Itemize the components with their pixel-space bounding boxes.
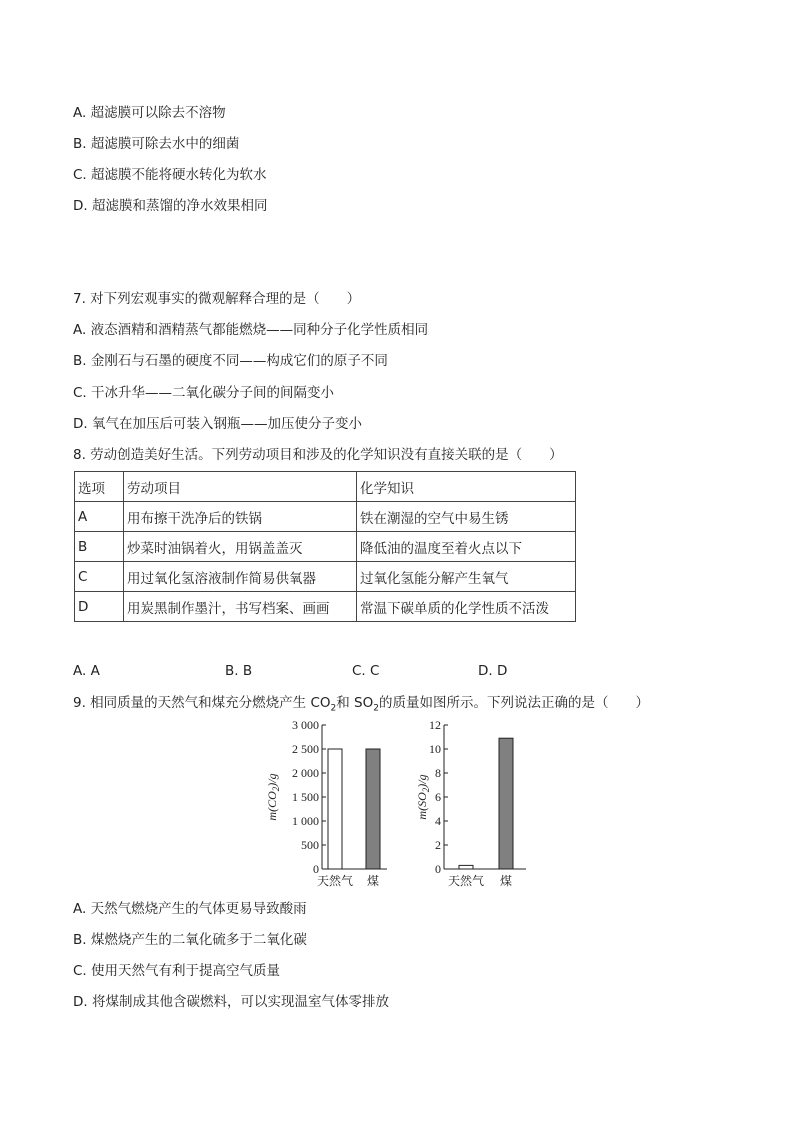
- q9-option-c: C. 使用天然气有利于提高空气质量: [73, 963, 281, 979]
- table-cell: 过氧化氢能分解产生氧气: [357, 562, 576, 592]
- y-axis-label: $m(CO_2)/g$: [265, 773, 281, 821]
- q8-choice-d: D. D: [478, 663, 508, 679]
- table-row: [75, 532, 576, 562]
- bar: [499, 738, 513, 869]
- bar: [366, 749, 380, 869]
- x-category-label: 天然气: [316, 874, 354, 888]
- table-cell: 用布擦干洗净后的铁锅: [124, 502, 357, 532]
- so2-bar-chart: [414, 712, 534, 894]
- table-header-cell: 劳动项目: [124, 472, 357, 502]
- table-cell: 用炭黑制作墨汁，书写档案、画画: [124, 592, 357, 622]
- y-tick-label: 1 500: [292, 790, 319, 804]
- q8-stem: 8. 劳动创造美好生活。下列劳动项目和涉及的化学知识没有直接关联的是（ ）: [73, 447, 563, 463]
- table-row: [75, 592, 576, 622]
- y-tick-label: 8: [435, 766, 441, 780]
- y-tick-label: 0: [435, 862, 441, 876]
- y-tick-label: 1 000: [292, 814, 319, 828]
- y-tick-label: 2 000: [292, 766, 319, 780]
- y-tick-label: 0: [313, 862, 319, 876]
- table-header-cell: 化学知识: [357, 472, 576, 502]
- x-category-label: 煤: [366, 874, 380, 888]
- q9-co2-subscript: 2: [330, 703, 337, 714]
- q9-option-b: B. 煤燃烧产生的二氧化硫多于二氧化碳: [73, 932, 307, 948]
- bar: [328, 749, 342, 869]
- q8-choice-a: A. A: [73, 663, 100, 679]
- q7-option-a: A. 液态酒精和酒精蒸气都能燃烧——同种分子化学性质相同: [73, 322, 429, 338]
- table-header-cell: 选项: [75, 472, 124, 502]
- table-header-row: [75, 472, 576, 502]
- x-category-label: 煤: [499, 874, 513, 888]
- q7-option-b: B. 金刚石与石墨的硬度不同——构成它们的原子不同: [73, 353, 388, 369]
- table-cell: D: [75, 592, 124, 622]
- q6-option-b: B. 超滤膜可除去水中的细菌: [73, 136, 240, 152]
- x-category-label: 天然气: [447, 874, 485, 888]
- q9-stem-part-1: 9. 相同质量的天然气和煤充分燃烧产生 CO: [73, 695, 331, 711]
- table-cell: C: [75, 562, 124, 592]
- y-axis-label: $m(SO_2)/g$: [415, 774, 431, 820]
- table-cell: A: [75, 502, 124, 532]
- q6-option-d: D. 超滤膜和蒸馏的净水效果相同: [73, 198, 268, 214]
- q9-option-a: A. 天然气燃烧产生的气体更易导致酸雨: [73, 901, 307, 917]
- y-tick-label: 3 000: [292, 718, 319, 732]
- y-tick-label: 10: [429, 742, 441, 756]
- q8-choice-b: B. B: [225, 663, 253, 679]
- q7-option-c: C. 干冰升华——二氧化碳分子间的间隔变小: [73, 385, 335, 401]
- table-cell: 常温下碳单质的化学性质不活泼: [357, 592, 576, 622]
- q6-option-c: C. 超滤膜不能将硬水转化为软水: [73, 167, 267, 183]
- y-tick-label: 500: [301, 838, 319, 852]
- q8-choice-c: C. C: [352, 663, 380, 679]
- bar: [459, 865, 473, 869]
- y-tick-label: 4: [435, 814, 441, 828]
- q9-so2-subscript: 2: [373, 703, 379, 714]
- q9-stem-part-2: 和 SO: [336, 695, 374, 711]
- y-tick-label: 6: [435, 790, 441, 804]
- q9-stem-part-3: 的质量如图所示。下列说法正确的是（ ）: [378, 695, 649, 711]
- co2-bar-chart: [262, 712, 402, 894]
- q8-table: [74, 471, 576, 622]
- table-cell: 铁在潮湿的空气中易生锈: [357, 502, 576, 532]
- q9-stem: [73, 694, 649, 712]
- table-row: [75, 562, 576, 592]
- y-tick-label: 12: [429, 718, 441, 732]
- table-cell: B: [75, 532, 124, 562]
- table-row: [75, 502, 576, 532]
- q6-option-a: A. 超滤膜可以除去不溶物: [73, 105, 226, 121]
- table-cell: 炒菜时油锅着火，用锅盖盖灭: [124, 532, 357, 562]
- y-tick-label: 2 500: [292, 742, 319, 756]
- q7-option-d: D. 氧气在加压后可装入钢瓶——加压使分子变小: [73, 416, 362, 432]
- q7-stem: 7. 对下列宏观事实的微观解释合理的是（ ）: [73, 291, 361, 307]
- table-cell: 降低油的温度至着火点以下: [357, 532, 576, 562]
- q9-option-d: D. 将煤制成其他含碳燃料，可以实现温室气体零排放: [73, 994, 389, 1010]
- table-cell: 用过氧化氢溶液制作简易供氧器: [124, 562, 357, 592]
- y-tick-label: 2: [435, 838, 441, 852]
